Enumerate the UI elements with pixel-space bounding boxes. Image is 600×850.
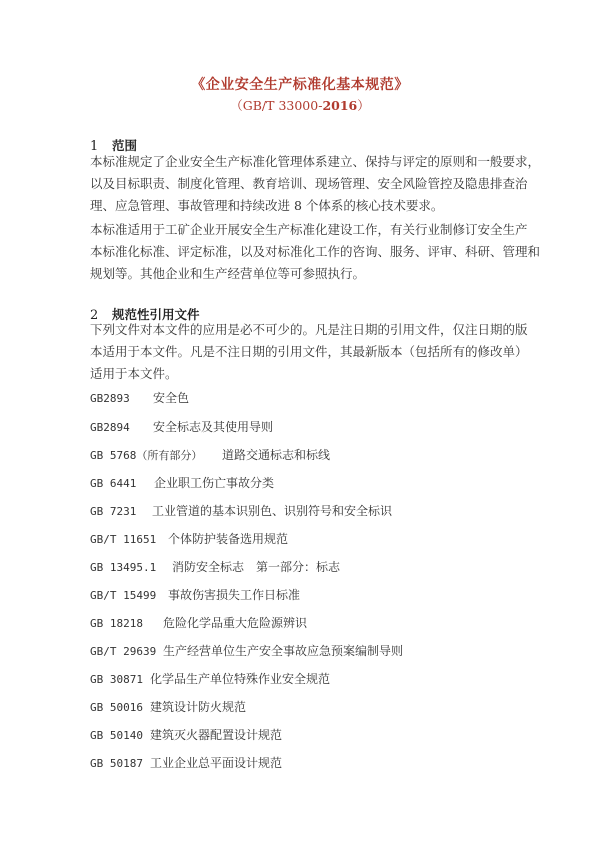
reference-title: 道路交通标志和标线 (222, 448, 331, 462)
paragraph-line: 本标准规定了企业安全生产标准化管理体系建立、保持与评定的原则和一般要求， (90, 154, 541, 169)
reference-title: 安全标志及其使用导则 (153, 420, 274, 434)
reference-code: GB 50187 (90, 757, 143, 770)
paragraph-line: 适用于本文件。 (90, 366, 178, 381)
reference-code: GB2893 (90, 392, 130, 405)
reference-code: GB 30871 (90, 673, 143, 686)
reference-title: 工业企业总平面设计规范 (150, 756, 283, 770)
reference-item (90, 502, 392, 519)
reference-item (90, 446, 330, 463)
reference-item (90, 389, 189, 406)
reference-item (90, 530, 288, 547)
reference-title: 生产经营单位生产安全事故应急预案编制导则 (163, 644, 404, 658)
reference-title: 化学品生产单位特殊作业安全规范 (150, 672, 331, 686)
reference-item (90, 586, 300, 603)
reference-code: GB/T 11651 (90, 533, 157, 546)
subtitle-prefix: （GB/T 33000- (230, 98, 323, 113)
reference-title: 消防安全标志 第一部分：标志 (172, 560, 341, 574)
reference-code: GB 5768（所有部分） (90, 449, 203, 462)
reference-code: GB 50140 (90, 729, 143, 742)
reference-item (90, 558, 340, 575)
reference-code: GB2894 (90, 421, 130, 434)
reference-code: GB 13495.1 (90, 561, 157, 574)
reference-title: 安全色 (153, 391, 190, 405)
reference-code: GB 50016 (90, 701, 143, 714)
section-1-paragraph-2 (90, 219, 541, 285)
paragraph-line: 理、应急管理、事故管理和持续改进 8 个体系的核心技术要求。 (90, 198, 444, 213)
reference-item (90, 418, 273, 435)
reference-title: 建筑设计防火规范 (150, 700, 247, 714)
reference-title: 事故伤害损失工作日标准 (168, 588, 301, 602)
section-2-intro (90, 319, 528, 385)
section-number: 2 (90, 308, 99, 323)
section-1-paragraph-1 (90, 151, 541, 217)
reference-title: 企业职工伤亡事故分类 (154, 476, 275, 490)
reference-title: 建筑灭火器配置设计规范 (150, 728, 283, 742)
paragraph-line: 本标准适用于工矿企业开展安全生产标准化建设工作，有关行业制修订安全生产 (90, 222, 528, 237)
paragraph-line: 本标准化标准、评定标准，以及对标准化工作的咨询、服务、评审、科研、管理和 (90, 244, 541, 259)
paragraph-line: 本适用于本文件。凡是不注日期的引用文件，其最新版本（包括所有的修改单） (90, 344, 528, 359)
reference-code: GB/T 15499 (90, 589, 157, 602)
reference-code: GB 7231 (90, 505, 137, 518)
subtitle-suffix: ） (357, 98, 370, 113)
reference-code: GB/T 29639 (90, 645, 157, 658)
reference-title: 危险化学品重大危险源辨识 (163, 616, 308, 630)
section-title: 规范性引用文件 (112, 307, 200, 322)
reference-item (90, 614, 307, 631)
reference-item (90, 754, 282, 771)
paragraph-line: 规划等。其他企业和生产经营单位等可参照执行。 (90, 266, 366, 281)
reference-item (90, 670, 330, 687)
reference-code: GB 6441 (90, 477, 137, 490)
paragraph-line: 下列文件对本文件的应用是必不可少的。凡是注日期的引用文件，仅注日期的版 (90, 322, 528, 337)
reference-item (90, 474, 274, 491)
reference-item (90, 726, 282, 743)
reference-code: GB 18218 (90, 617, 143, 630)
paragraph-line: 以及目标职责、制度化管理、教育培训、现场管理、安全风险管控及隐患排查治 (90, 176, 528, 191)
reference-item (90, 698, 246, 715)
reference-title: 工业管道的基本识别色、识别符号和安全标识 (152, 504, 393, 518)
document-title: 《企业安全生产标准化基本规范》 (191, 77, 409, 93)
section-title: 范围 (112, 138, 138, 153)
document-subtitle (0, 96, 600, 114)
reference-title: 个体防护装备选用规范 (168, 532, 289, 546)
subtitle-year: 2016 (322, 98, 358, 113)
section-number: 1 (90, 139, 99, 154)
reference-item (90, 642, 403, 659)
